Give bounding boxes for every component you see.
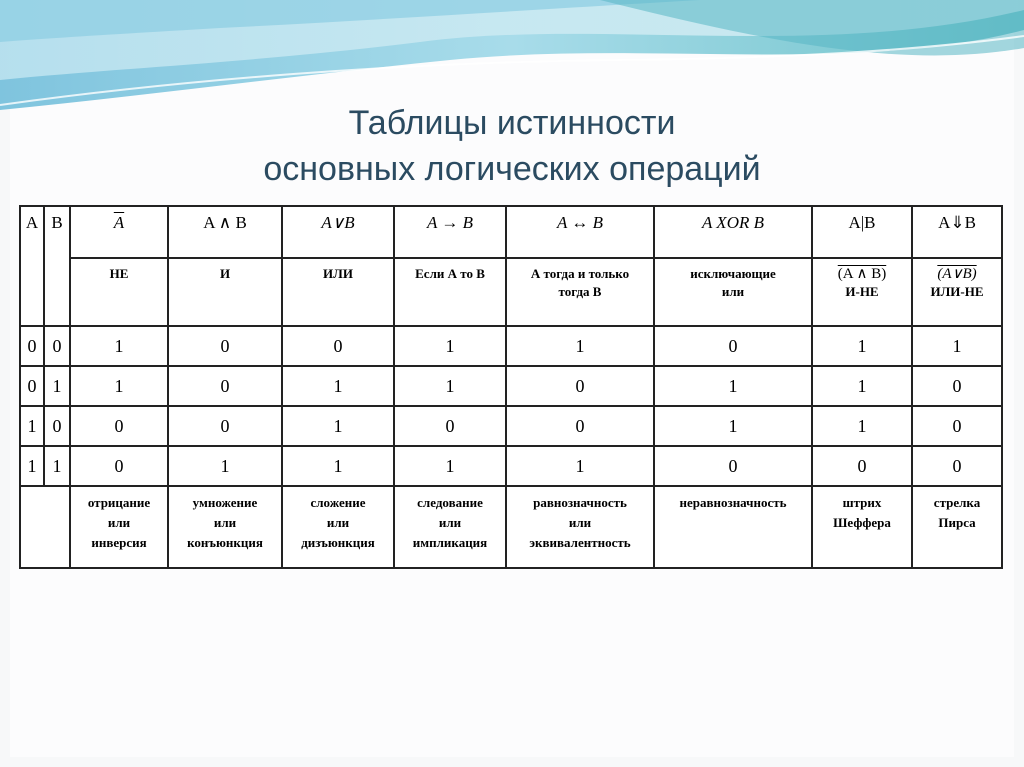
op-desc-nor: стрелка Пирса: [912, 486, 1002, 568]
cell-b: 0: [44, 406, 70, 446]
cell-value: 1: [168, 446, 282, 486]
cell-b: 0: [44, 326, 70, 366]
title-line-1: Таблицы истинности: [348, 104, 676, 142]
expression-header-row: [20, 206, 1002, 258]
cell-value: 0: [912, 406, 1002, 446]
cell-value: 1: [282, 406, 394, 446]
name-header-row: [20, 258, 1002, 326]
op-name-implication: Если А то В: [394, 258, 506, 326]
cell-value: 1: [812, 326, 912, 366]
cell-value: 0: [506, 366, 654, 406]
cell-value: 1: [394, 366, 506, 406]
op-expr-not: [70, 206, 168, 258]
op-name-nor: [912, 258, 1002, 326]
slide-title: [0, 100, 1024, 192]
cell-value: 0: [168, 326, 282, 366]
cell-value: 0: [654, 446, 812, 486]
cell-value: 1: [654, 366, 812, 406]
cell-value: 0: [912, 446, 1002, 486]
cell-value: 0: [394, 406, 506, 446]
cell-value: 1: [70, 326, 168, 366]
op-expr-and: A ∧ B: [168, 206, 282, 258]
op-name-or: ИЛИ: [282, 258, 394, 326]
cell-value: 1: [654, 406, 812, 446]
var-a-header: A: [20, 206, 44, 326]
cell-value: 0: [282, 326, 394, 366]
var-b-header: B: [44, 206, 70, 326]
op-name-equivalence: А тогда и только тогда В: [506, 258, 654, 326]
op-desc-not: отрицание или инверсия: [70, 486, 168, 568]
cell-value: 1: [70, 366, 168, 406]
cell-value: 1: [394, 326, 506, 366]
description-empty-cell: [20, 486, 70, 568]
cell-value: 0: [912, 366, 1002, 406]
op-name-and: И: [168, 258, 282, 326]
cell-value: 1: [812, 406, 912, 446]
cell-value: 1: [394, 446, 506, 486]
cell-value: 0: [70, 446, 168, 486]
cell-value: 1: [912, 326, 1002, 366]
op-name-nand-label: И-НЕ: [845, 284, 879, 299]
op-expr-or: A∨B: [282, 206, 394, 258]
op-name-nand: [812, 258, 912, 326]
op-name-nand-expr: (A ∧ B): [837, 266, 887, 282]
cell-value: 0: [168, 366, 282, 406]
op-desc-xor: неравнозначность: [654, 486, 812, 568]
cell-value: 1: [282, 366, 394, 406]
op-expr-implication: A → B: [394, 206, 506, 258]
op-expr-xor: A XOR B: [654, 206, 812, 258]
op-name-xor: исключающие или: [654, 258, 812, 326]
op-desc-and: умножение или конъюнкция: [168, 486, 282, 568]
op-desc-nand: штрих Шеффера: [812, 486, 912, 568]
cell-value: 1: [506, 446, 654, 486]
op-name-nor-expr: (A∨B): [937, 266, 977, 282]
op-desc-implication: следование или импликация: [394, 486, 506, 568]
cell-a: 0: [20, 326, 44, 366]
cell-value: 1: [812, 366, 912, 406]
cell-value: 1: [506, 326, 654, 366]
op-desc-or: сложение или дизъюнкция: [282, 486, 394, 568]
cell-a: 1: [20, 446, 44, 486]
op-expr-equivalence: A ↔ B: [506, 206, 654, 258]
cell-b: 1: [44, 366, 70, 406]
table-row: [20, 326, 1002, 366]
truth-table: [19, 205, 1003, 569]
op-expr-text: $\overline{A}$: [113, 213, 125, 232]
table-row: [20, 406, 1002, 446]
table-row: [20, 366, 1002, 406]
op-name-nor-label: ИЛИ-НЕ: [930, 284, 984, 299]
cell-value: 0: [506, 406, 654, 446]
cell-value: 1: [282, 446, 394, 486]
cell-a: 1: [20, 406, 44, 446]
cell-value: 0: [812, 446, 912, 486]
cell-b: 1: [44, 446, 70, 486]
op-expr-nor: A⇓B: [912, 206, 1002, 258]
title-line-2: основных логических операций: [263, 150, 761, 188]
op-desc-equivalence: равнозначность или эквивалентность: [506, 486, 654, 568]
op-expr-nand: A|B: [812, 206, 912, 258]
cell-value: 0: [168, 406, 282, 446]
cell-value: 0: [70, 406, 168, 446]
op-name-not: НЕ: [70, 258, 168, 326]
cell-value: 0: [654, 326, 812, 366]
table-row: [20, 446, 1002, 486]
cell-a: 0: [20, 366, 44, 406]
description-row: [20, 486, 1002, 568]
